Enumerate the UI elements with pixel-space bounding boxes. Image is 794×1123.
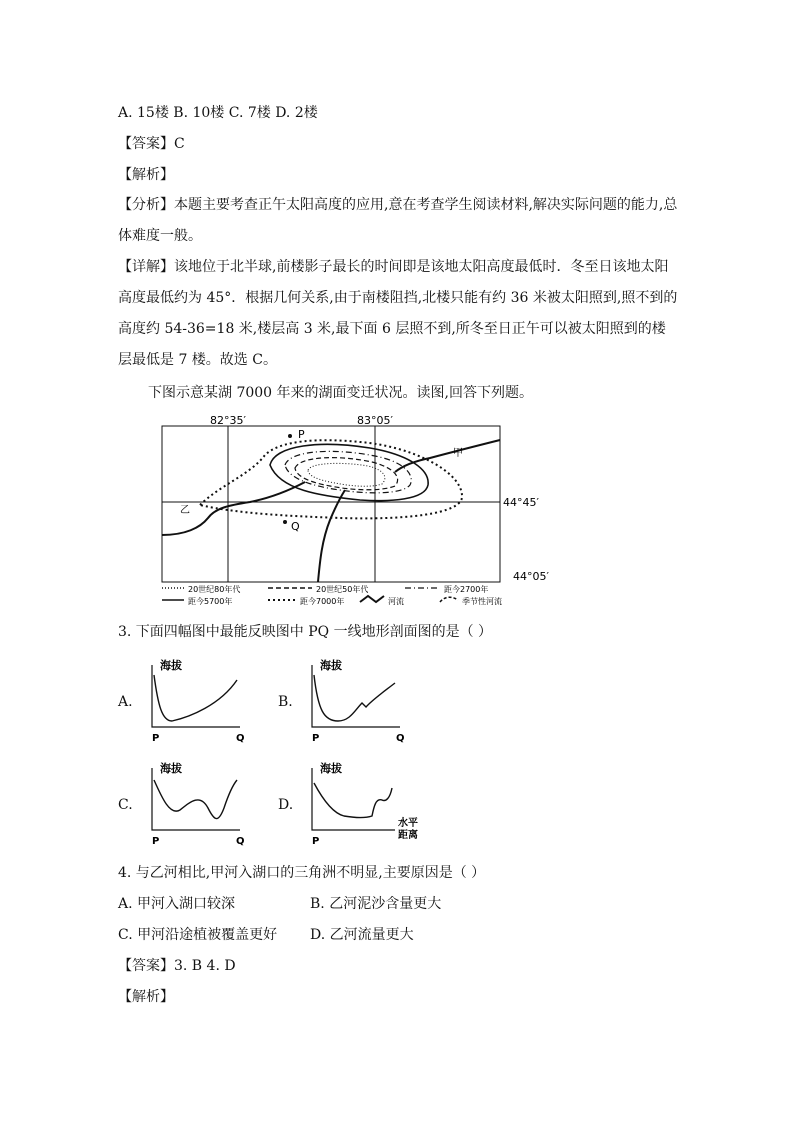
- svg-text:Q: Q: [236, 733, 245, 744]
- q3-option-c-letter: C.: [118, 797, 133, 813]
- q4-option-b[interactable]: B. 乙河泥沙含量更大: [310, 896, 442, 912]
- svg-text:P: P: [152, 836, 160, 847]
- q3-option-b-letter: B.: [278, 694, 293, 710]
- prev-answer: 【答案】C: [118, 136, 185, 152]
- intro-text: 下图示意某湖 7000 年来的湖面变迁状况。读图,回答下列题。: [148, 385, 533, 401]
- svg-text:海拔: 海拔: [160, 659, 182, 672]
- legend-5700: 距今5700年: [188, 597, 233, 605]
- profile-b[interactable]: [300, 655, 410, 745]
- lon-label-1: 82°35′: [210, 414, 246, 427]
- q4-stem: 4. 与乙河相比,甲河入湖口的三角洲不明显,主要原因是（ ）: [118, 865, 486, 881]
- river-yi-label: 乙: [180, 505, 190, 516]
- point-p-label: P: [298, 428, 305, 441]
- legend-river: 河流: [388, 597, 404, 605]
- lat-label-1: 44°45′: [503, 496, 539, 509]
- q4-option-c[interactable]: C. 甲河沿途植被覆盖更好: [118, 927, 278, 943]
- svg-text:P: P: [312, 733, 320, 744]
- svg-text:Q: Q: [396, 733, 405, 744]
- legend-1980s: 20世纪80年代: [188, 585, 241, 594]
- analysis-heading-2: 【解析】: [118, 989, 174, 1005]
- lake-map: [140, 410, 580, 605]
- point-q-label: Q: [291, 520, 300, 533]
- point-p-dot: [288, 434, 292, 438]
- legend-7000: 距今7000年: [300, 597, 345, 605]
- svg-text:P: P: [312, 836, 320, 847]
- q3-option-d-letter: D.: [278, 797, 294, 813]
- prev-analysis-heading: 【解析】: [118, 167, 174, 183]
- svg-text:海拔: 海拔: [320, 762, 342, 775]
- legend-2700: 距今2700年: [444, 585, 489, 594]
- lat-label-2: 44°05′: [513, 570, 549, 583]
- svg-text:距离: 距离: [398, 830, 418, 841]
- svg-text:水平: 水平: [398, 818, 418, 829]
- prev-options: A. 15楼 B. 10楼 C. 7楼 D. 2楼: [118, 105, 318, 121]
- profile-c[interactable]: [140, 758, 250, 848]
- q4-option-a[interactable]: A. 甲河入湖口较深: [118, 896, 236, 912]
- legend-seasonal-river: 季节性河流: [462, 597, 502, 605]
- svg-text:Q: Q: [236, 836, 245, 847]
- svg-text:海拔: 海拔: [160, 762, 182, 775]
- svg-text:P: P: [152, 733, 160, 744]
- answer-3-4: 【答案】3. B 4. D: [118, 958, 236, 974]
- legend-1950s: 20世纪50年代: [316, 585, 369, 594]
- q3-stem: 3. 下面四幅图中最能反映图中 PQ 一线地形剖面图的是（ ）: [118, 624, 493, 640]
- profile-d[interactable]: [300, 758, 450, 848]
- profile-a[interactable]: [140, 655, 250, 745]
- svg-text:海拔: 海拔: [320, 659, 342, 672]
- prev-fenxi: 【分析】本题主要考查正午太阳高度的应用,意在考查学生阅读材料,解决实际问题的能力,总体难度一般。: [118, 197, 678, 244]
- point-q-dot: [283, 520, 287, 524]
- river-jia-label: 甲: [453, 448, 463, 459]
- q4-option-d[interactable]: D. 乙河流量更大: [310, 927, 414, 943]
- q3-option-a-letter: A.: [118, 694, 133, 710]
- prev-xiangjie: 【详解】该地位于北半球,前楼影子最长的时间即是该地太阳高度最低时．冬至日该地太阳高度最低约为 45°．根据几何关系,由于南楼阻挡,北楼只能有约 36 米被太阳照到,照不到的高度约 54-36=18 米,楼层高 3 米,最下面 6 层照不到,所冬至日正午可以被太阳照到的楼层最低是 7 楼。故选 C。: [118, 259, 678, 368]
- lon-label-2: 83°05′: [357, 414, 393, 427]
